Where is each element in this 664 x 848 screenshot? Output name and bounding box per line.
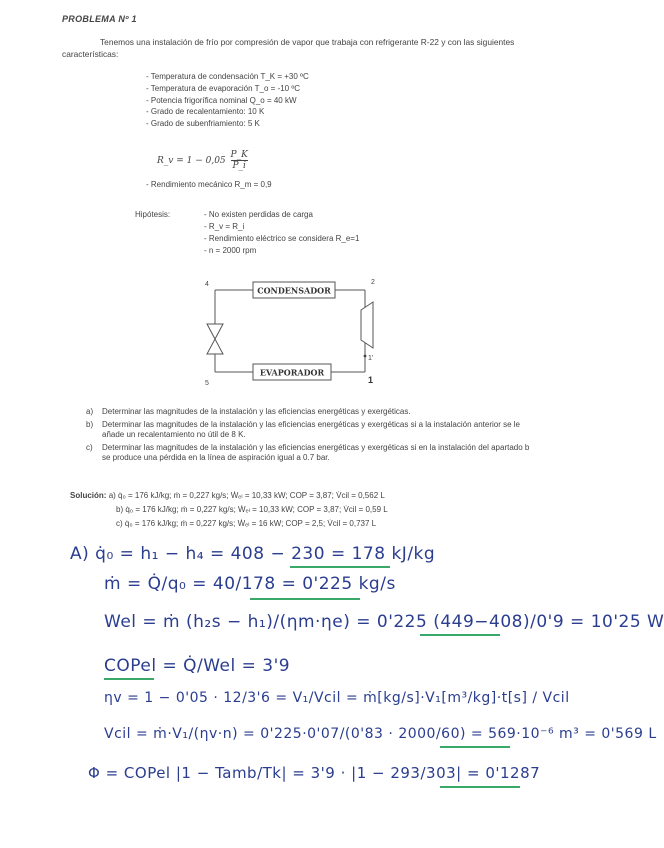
answer-underline	[440, 746, 510, 748]
hypotheses-list	[204, 209, 359, 257]
solution-block	[70, 489, 388, 531]
answer-underline	[104, 678, 154, 680]
formula-numerator: P_K	[230, 150, 248, 160]
task-item	[86, 443, 531, 464]
node-label: 4	[205, 281, 209, 288]
handwritten-line-4: COPel = Q̇/Wel = 3'9	[104, 656, 291, 676]
hypothesis-item: - R_v = R_i	[204, 222, 245, 231]
task-letter: a)	[86, 407, 94, 416]
task-letter: b)	[86, 419, 94, 429]
solution-c: c) q̇₀ = 176 kJ/kg; ṁ = 0,227 kg/s; Ẇₑₗ = 16 kW; COP = 2,5; V̇cil = 0,737 L	[116, 519, 377, 528]
condenser-label: CONDENSADOR	[257, 285, 331, 296]
node-label: 1'	[368, 355, 374, 362]
task-item	[86, 407, 531, 418]
handwritten-line-1: A) q̇₀ = h₁ − h₄ = 408 − 230 = 178 kJ/kg	[70, 544, 436, 564]
hypothesis-item: - Rendimiento eléctrico se considera R_e=1	[204, 234, 360, 243]
handwritten-line-7: Φ = COPel |1 − Tamb/Tk| = 3'9 · |1 − 293/303| = 0'1287	[88, 764, 541, 782]
handwritten-line-5: ηv = 1 − 0'05 · 12/3'6 = V₁/Vcil = ṁ[kg/s]·V₁[m³/kg]·t[s] / Vcil	[104, 690, 570, 706]
evaporator-label: EVAPORADOR	[259, 367, 325, 378]
hypotheses-label: Hipótesis:	[135, 210, 171, 219]
tasks-list	[86, 407, 531, 466]
solution-label: Solución:	[70, 491, 107, 500]
characteristic-item: - Grado de subenfriamiento: 5 K	[146, 119, 260, 129]
formula-lhs: R_v = 1 − 0,05	[157, 156, 226, 166]
expansion-valve-icon	[207, 324, 223, 339]
characteristic-item: - Grado de recalentamiento: 10 K	[146, 107, 265, 117]
task-item	[86, 420, 531, 441]
answer-underline	[290, 566, 390, 568]
hypothesis-item: - n = 2000 rpm	[204, 246, 257, 255]
answer-underline	[250, 598, 360, 600]
task-letter: c)	[86, 442, 93, 452]
answer-underline	[440, 786, 520, 788]
task-text: Determinar las magnitudes de la instalación y las eficiencias energéticas y exergéticas si en la instalación del apartado b se produce una pérdida en la línea de aspiración igual a 0.7 bar.	[102, 442, 530, 463]
task-text: Determinar las magnitudes de la instalación y las eficiencias energéticas y exergéticas si a la instalación anterior se le añade un recalentamiento no útil de 8 K.	[102, 419, 520, 440]
formula-fraction	[231, 150, 248, 171]
hypothesis-item: - No existen perdidas de carga	[204, 210, 313, 219]
characteristic-item: - Temperatura de evaporación T_o = -10 ºC	[146, 83, 301, 93]
task-text: Determinar las magnitudes de la instalación y las eficiencias energéticas y exergéticas.	[102, 407, 411, 416]
solution-b: b) q̇₀ = 176 kJ/kg; ṁ = 0,227 kg/s; Ẇₑₗ = 10,33 kW; COP = 3,87; V̇cil = 0,59 L	[116, 505, 388, 514]
problem-intro: Tenemos una instalación de frío por compresión de vapor que trabaja con refrigerante R-22 y con las siguientes características:	[62, 37, 515, 59]
node-dot	[364, 355, 367, 358]
solution-row	[70, 489, 388, 503]
characteristic-item: - Temperatura de condensación T_K = +30 ºC	[146, 72, 309, 81]
volumetric-efficiency-formula	[157, 150, 248, 171]
problem-title: PROBLEMA Nº 1	[62, 14, 137, 24]
node-label: 2	[371, 279, 375, 286]
node-label: 5	[205, 380, 209, 387]
compressor-icon	[361, 302, 373, 348]
handwritten-line-6: Vcil = ṁ·V₁/(ηv·n) = 0'225·0'07/(0'83 · 2000/60) = 569·10⁻⁶ m³ = 0'569 L	[104, 726, 657, 742]
mechanical-efficiency: - Rendimiento mecánico R_m = 0,9	[146, 180, 272, 189]
formula-denominator: P_i	[232, 161, 246, 171]
refrigeration-cycle-diagram	[195, 272, 395, 392]
characteristics-list	[146, 71, 309, 130]
expansion-valve-icon	[207, 339, 223, 354]
handwritten-line-2: ṁ = Q̇/q₀ = 40/178 = 0'225 kg/s	[104, 574, 396, 594]
characteristic-item: - Potencia frigorífica nominal Q_o = 40 kW	[146, 95, 297, 105]
solution-a: a) q̇₀ = 176 kJ/kg; ṁ = 0,227 kg/s; Ẇₑₗ = 10,33 kW; COP = 3,87; V̇cil = 0,562 L	[108, 491, 385, 500]
handwritten-line-3: Wel = ṁ (h₂s − h₁)/(ηm·ηe) = 0'225 (449−408)/0'9 = 10'25 W	[104, 612, 664, 632]
answer-underline	[420, 634, 500, 636]
node-label: 1	[368, 375, 374, 385]
